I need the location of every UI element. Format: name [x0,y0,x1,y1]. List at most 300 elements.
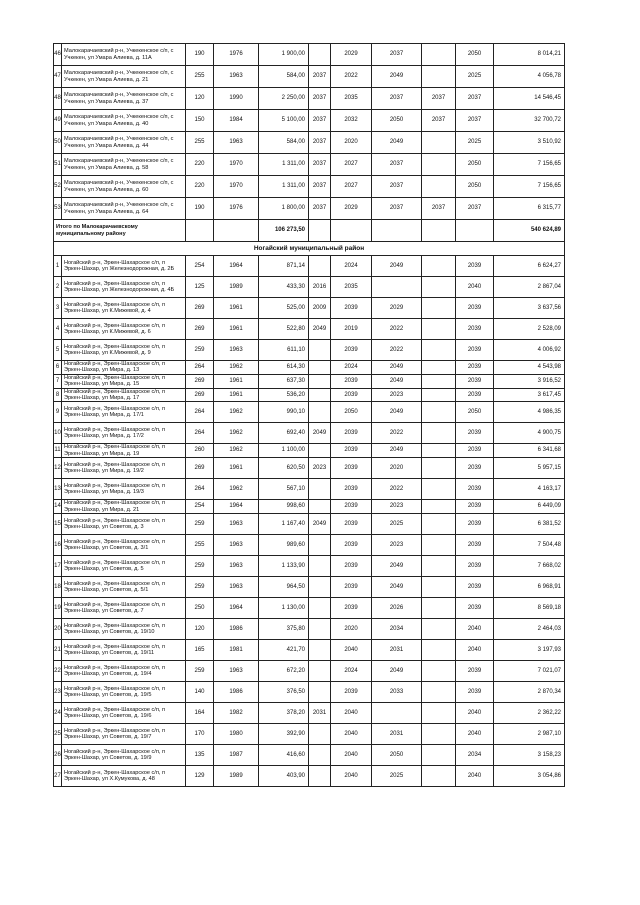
build-year: 1963 [214,535,259,556]
col-7 [422,256,456,277]
col-8: 2040 [456,619,494,640]
col-5: 2040 [331,766,372,787]
address: Ногайский р-н, Эркен-Шахарское с/п, п Эркен-Шахар, ул Советов, д. 5/1 [62,577,186,598]
address: Ногайский р-н, Эркен-Шахарское с/п, п Эркен-Шахар, ул Мира, д. 19/2 [62,458,186,479]
row-number: 7 [54,374,62,388]
apartments: 165 [186,640,214,661]
row-number: 51 [54,154,62,176]
build-year: 1962 [214,361,259,375]
table-row [54,682,565,703]
col-7 [422,132,456,154]
build-year: 1962 [214,423,259,444]
apartments: 259 [186,661,214,682]
row-number: 18 [54,577,62,598]
col-5: 2039 [331,577,372,598]
table-row [54,577,565,598]
row-number: 13 [54,479,62,500]
amount: 8 014,21 [494,44,565,66]
col-4: 2037 [309,66,331,88]
col-6: 2022 [372,479,422,500]
area: 433,30 [259,277,309,298]
area: 421,70 [259,640,309,661]
address: Ногайский р-н, Эркен-Шахарское с/п, п Эркен-Шахар, ул Мира, д. 17/2 [62,423,186,444]
total-sum: 540 624,89 [494,220,565,242]
district-title: Ногайский муниципальный район [54,242,565,256]
col-7 [422,361,456,375]
apartments: 259 [186,514,214,535]
col-4 [309,500,331,514]
col-5: 2039 [331,682,372,703]
col-4 [309,682,331,703]
col-6: 2025 [372,766,422,787]
col-4 [309,640,331,661]
row-number: 2 [54,277,62,298]
col-4: 2016 [309,277,331,298]
build-year: 1976 [214,44,259,66]
col-6: 2049 [372,374,422,388]
col-4 [309,724,331,745]
housing-register-table [53,43,565,787]
area: 1 311,00 [259,176,309,198]
col-6 [372,703,422,724]
apartments: 220 [186,176,214,198]
amount: 6 449,09 [494,500,565,514]
col-8: 2039 [456,514,494,535]
build-year: 1963 [214,340,259,361]
col-8: 2039 [456,577,494,598]
area: 536,20 [259,388,309,402]
row-number: 47 [54,66,62,88]
table-row [54,298,565,319]
table-row [54,88,565,110]
address: Ногайский р-н, Эркен-Шахарское с/п, п Эркен-Шахар, ул Советов, д. 19/9 [62,745,186,766]
build-year: 1961 [214,458,259,479]
col-7 [422,402,456,423]
total-row [54,220,565,242]
area: 1 900,00 [259,44,309,66]
apartments: 120 [186,88,214,110]
table-row [54,198,565,220]
build-year: 1980 [214,724,259,745]
area: 990,10 [259,402,309,423]
col-5: 2035 [331,88,372,110]
area: 998,60 [259,500,309,514]
col-7 [422,682,456,703]
amount: 4 056,78 [494,66,565,88]
build-year: 1986 [214,682,259,703]
col-7 [422,458,456,479]
col-4: 2037 [309,88,331,110]
row-number: 50 [54,132,62,154]
col-6: 2049 [372,577,422,598]
row-number: 3 [54,298,62,319]
col-7: 2037 [422,110,456,132]
col-7 [422,577,456,598]
col-6: 2049 [372,361,422,375]
total-label: Итого по Малокарачаевскому муниципальному району [54,220,186,242]
table-row [54,444,565,458]
amount: 2 867,04 [494,277,565,298]
apartments: 260 [186,444,214,458]
col-4 [309,256,331,277]
col-6: 2031 [372,640,422,661]
col-8: 2050 [456,44,494,66]
col-5: 2027 [331,176,372,198]
apartments: 269 [186,388,214,402]
apartments: 255 [186,535,214,556]
build-year: 1962 [214,402,259,423]
table-row [54,66,565,88]
build-year: 1970 [214,154,259,176]
apartments: 264 [186,361,214,375]
col-6: 2034 [372,619,422,640]
col-8: 2039 [456,374,494,388]
col-4 [309,745,331,766]
col-7 [422,535,456,556]
col-4: 2037 [309,176,331,198]
build-year: 1984 [214,110,259,132]
col-7 [422,44,456,66]
col-6: 2026 [372,598,422,619]
row-number: 26 [54,745,62,766]
table-row [54,619,565,640]
address: Ногайский р-н, Эркен-Шахарское с/п, п Эркен-Шахар, ул Мира, д. 21 [62,500,186,514]
apartments: 190 [186,198,214,220]
row-number: 20 [54,619,62,640]
build-year: 1989 [214,766,259,787]
section2-body [54,256,565,787]
col-8: 2039 [456,458,494,479]
apartments: 250 [186,598,214,619]
col-7 [422,176,456,198]
amount: 7 156,65 [494,176,565,198]
row-number: 4 [54,319,62,340]
col-6 [372,277,422,298]
table-row [54,361,565,375]
area: 1 311,00 [259,154,309,176]
col-5: 2029 [331,198,372,220]
col-6: 2023 [372,535,422,556]
col-5: 2039 [331,479,372,500]
col-4 [309,577,331,598]
apartments: 259 [186,556,214,577]
amount: 4 986,35 [494,402,565,423]
col-4: 2037 [309,198,331,220]
table-row [54,661,565,682]
apartments: 164 [186,703,214,724]
amount: 2 987,10 [494,724,565,745]
apartments: 254 [186,500,214,514]
apartments: 269 [186,374,214,388]
amount: 7 504,48 [494,535,565,556]
row-number: 17 [54,556,62,577]
amount: 2 870,34 [494,682,565,703]
col-6: 2049 [372,256,422,277]
col-6: 2031 [372,724,422,745]
row-number: 23 [54,682,62,703]
col-5: 2027 [331,154,372,176]
address: Малокарачаевский р-н, Учкекенское с/п, с Учкекен, ул Умара Алиева, д. 11А [62,44,186,66]
table-row [54,374,565,388]
area: 672,20 [259,661,309,682]
address: Ногайский р-н, Эркен-Шахарское с/п, п Эркен-Шахар, ул Х.Кумукова, д. 48 [62,766,186,787]
table-row [54,766,565,787]
col-5: 2039 [331,458,372,479]
amount: 3 617,45 [494,388,565,402]
col-8: 2039 [456,361,494,375]
table-row [54,535,565,556]
row-number: 19 [54,598,62,619]
col-6: 2049 [372,402,422,423]
area: 692,40 [259,423,309,444]
col-4: 2023 [309,458,331,479]
col-7 [422,661,456,682]
apartments: 140 [186,682,214,703]
col-5: 2039 [331,535,372,556]
col-7: 2037 [422,198,456,220]
col-5: 2024 [331,361,372,375]
col-4 [309,444,331,458]
table-row [54,340,565,361]
col-5: 2039 [331,340,372,361]
area: 376,50 [259,682,309,703]
table-row [54,110,565,132]
col-4 [309,402,331,423]
col-7 [422,745,456,766]
apartments: 259 [186,340,214,361]
col-4: 2037 [309,132,331,154]
row-number: 53 [54,198,62,220]
col-8: 2039 [456,298,494,319]
address: Ногайский р-н, Эркен-Шахарское с/п, п Эркен-Шахар, ул Мира, д. 17 [62,388,186,402]
col-8: 2039 [456,256,494,277]
col-6: 2022 [372,319,422,340]
address: Ногайский р-н, Эркен-Шахарское с/п, п Эркен-Шахар, ул Мира, д. 19/3 [62,479,186,500]
col-5: 2022 [331,66,372,88]
col-5: 2020 [331,619,372,640]
col-5: 2039 [331,598,372,619]
area: 375,80 [259,619,309,640]
col-8: 2039 [456,535,494,556]
table-row [54,402,565,423]
area: 392,90 [259,724,309,745]
col-5: 2040 [331,745,372,766]
address: Малокарачаевский р-н, Учкекенское с/п, с Учкекен, ул Умара Алиева, д. 64 [62,198,186,220]
row-number: 27 [54,766,62,787]
amount: 2 362,22 [494,703,565,724]
apartments: 264 [186,479,214,500]
amount: 5 957,15 [494,458,565,479]
area: 403,90 [259,766,309,787]
apartments: 269 [186,458,214,479]
build-year: 1982 [214,703,259,724]
col-8: 2039 [456,682,494,703]
col-8: 2040 [456,724,494,745]
row-number: 21 [54,640,62,661]
area: 378,20 [259,703,309,724]
apartments: 170 [186,724,214,745]
col-8: 2040 [456,277,494,298]
row-number: 46 [54,44,62,66]
col-8: 2039 [456,340,494,361]
col-5: 2039 [331,298,372,319]
table-row [54,640,565,661]
district-header-row [54,242,565,256]
build-year: 1986 [214,619,259,640]
col-8: 2037 [456,198,494,220]
housing-register-sheet [53,43,564,787]
amount: 7 021,07 [494,661,565,682]
area: 2 250,00 [259,88,309,110]
col-6: 2020 [372,458,422,479]
address: Малокарачаевский р-н, Учкекенское с/п, с Учкекен, ул Умара Алиева, д. 44 [62,132,186,154]
table-row [54,703,565,724]
col-4: 2037 [309,154,331,176]
amount: 4 543,98 [494,361,565,375]
col-7 [422,703,456,724]
amount: 2 528,09 [494,319,565,340]
col-5: 2039 [331,423,372,444]
amount: 6 381,52 [494,514,565,535]
address: Ногайский р-н, Эркен-Шахарское с/п, п Эркен-Шахар, ул Мира, д. 13 [62,361,186,375]
row-number: 16 [54,535,62,556]
col-4: 2049 [309,514,331,535]
col-4: 2049 [309,319,331,340]
col-4 [309,535,331,556]
col-7 [422,298,456,319]
apartments: 190 [186,44,214,66]
col-4 [309,766,331,787]
amount: 4 900,75 [494,423,565,444]
area: 522,80 [259,319,309,340]
col-8: 2039 [456,598,494,619]
area: 1 800,00 [259,198,309,220]
table-row [54,423,565,444]
col-7 [422,154,456,176]
section1-total [54,220,565,256]
col-8: 2039 [456,479,494,500]
col-6: 2037 [372,198,422,220]
build-year: 1961 [214,374,259,388]
amount: 3 637,56 [494,298,565,319]
amount: 6 341,68 [494,444,565,458]
address: Ногайский р-н, Эркен-Шахарское с/п, п Эркен-Шахар, ул Советов, д. 19/7 [62,724,186,745]
table-row [54,724,565,745]
col-5: 2039 [331,514,372,535]
apartments: 129 [186,766,214,787]
area: 611,10 [259,340,309,361]
col-7 [422,374,456,388]
address: Ногайский р-н, Эркен-Шахарское с/п, п Эркен-Шахар, ул Советов, д. 19/6 [62,703,186,724]
address: Ногайский р-н, Эркен-Шахарское с/п, п Эркен-Шахар, ул Советов, д. 7 [62,598,186,619]
col-8: 2037 [456,88,494,110]
table-row [54,458,565,479]
address: Ногайский р-н, Эркен-Шахарское с/п, п Эркен-Шахар, ул Мира, д. 19 [62,444,186,458]
col-5: 2040 [331,724,372,745]
col-6: 2025 [372,514,422,535]
amount: 3 916,52 [494,374,565,388]
build-year: 1961 [214,298,259,319]
row-number: 22 [54,661,62,682]
address: Малокарачаевский р-н, Учкекенское с/п, с Учкекен, ул Умара Алиева, д. 40 [62,110,186,132]
amount: 6 315,77 [494,198,565,220]
col-7 [422,66,456,88]
col-5: 2039 [331,388,372,402]
address: Ногайский р-н, Эркен-Шахарское с/п, п Эркен-Шахар, ул К.Мижевой, д. 6 [62,319,186,340]
col-8: 2050 [456,402,494,423]
address: Ногайский р-н, Эркен-Шахарское с/п, п Эркен-Шахар, ул Советов, д. 3/1 [62,535,186,556]
col-5: 2019 [331,319,372,340]
col-4: 2049 [309,423,331,444]
area: 637,30 [259,374,309,388]
col-8: 2040 [456,640,494,661]
amount: 3 197,93 [494,640,565,661]
apartments: 264 [186,402,214,423]
col-6: 2049 [372,556,422,577]
table-row [54,500,565,514]
area: 614,30 [259,361,309,375]
build-year: 1963 [214,661,259,682]
col-5: 2032 [331,110,372,132]
area: 1 133,90 [259,556,309,577]
build-year: 1962 [214,444,259,458]
row-number: 14 [54,500,62,514]
col-7 [422,277,456,298]
row-number: 52 [54,176,62,198]
table-row [54,154,565,176]
amount: 3 054,86 [494,766,565,787]
amount: 3 510,92 [494,132,565,154]
amount: 8 569,18 [494,598,565,619]
col-5: 2040 [331,703,372,724]
col-4 [309,661,331,682]
col-8: 2050 [456,176,494,198]
build-year: 1987 [214,745,259,766]
col-6: 2037 [372,88,422,110]
row-number: 15 [54,514,62,535]
table-row [54,256,565,277]
area: 1 130,00 [259,598,309,619]
col-7 [422,319,456,340]
apartments: 150 [186,110,214,132]
amount: 7 156,65 [494,154,565,176]
col-8: 2037 [456,110,494,132]
apartments: 269 [186,319,214,340]
amount: 6 624,27 [494,256,565,277]
col-8: 2039 [456,556,494,577]
col-4 [309,619,331,640]
address: Малокарачаевский р-н, Учкекенское с/п, с Учкекен, ул Умара Алиева, д. 21 [62,66,186,88]
col-4: 2031 [309,703,331,724]
col-4 [309,340,331,361]
amount: 3 158,23 [494,745,565,766]
col-5: 2039 [331,500,372,514]
col-5: 2039 [331,374,372,388]
row-number: 24 [54,703,62,724]
col-4 [309,44,331,66]
row-number: 49 [54,110,62,132]
col-5: 2050 [331,402,372,423]
col-7 [422,514,456,535]
apartments: 255 [186,66,214,88]
row-number: 6 [54,361,62,375]
col-8: 2025 [456,132,494,154]
area: 989,60 [259,535,309,556]
col-7 [422,500,456,514]
table-row [54,319,565,340]
amount: 2 464,03 [494,619,565,640]
amount: 4 163,17 [494,479,565,500]
